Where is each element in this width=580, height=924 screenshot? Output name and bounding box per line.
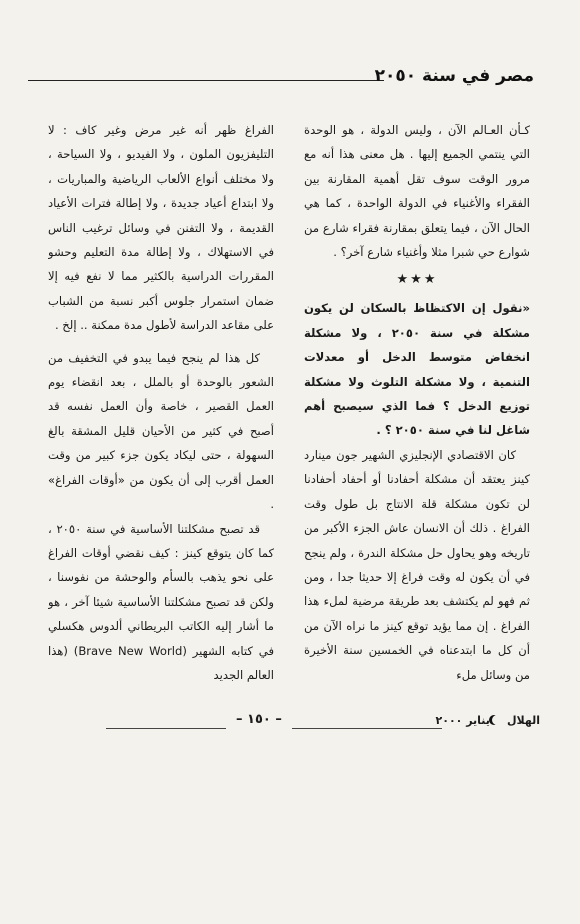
- right-column-paragraph-1: كـأن العـالم الآن ، وليس الدولة ، هو الوحدة التي ينتمي الجميع إليها . هل معنى هذا أنه مع مرور الوقت سوف تقل أهمية المقارنة بين الفقراء والأغنياء في الدولة الواحدة ، كما هي الحال الآن ، فيما يتعلق بمقارنة فقراء شارع من شوارع حي شبرا مثلا وأغنياء شارع آخر؟ .: [304, 123, 530, 260]
- section-separator-stars: ★★★: [396, 272, 438, 288]
- issue-date: يناير ٢٠٠٠: [435, 714, 490, 727]
- page-footer: [40, 712, 540, 736]
- left-column-paragraph-3: قد تصبح مشكلتنا الأساسية في سنة ٢٠٥٠ ، كما كان يتوقع كينز : كيف نقضي أوقات الفراغ على نحو يذهب بالسأم والوحشة من نفوسنا ، ولكن قد تصبح مشكلتنا الأساسية شيئا آخر ، هو ما أشار إليه الكاتب البريطاني ألدوس هكسلي في كتابه الشهير (Brave New World) (هذا العالم الجديد: [48, 521, 274, 682]
- footer-rule-right: [292, 728, 442, 729]
- running-header: [28, 66, 534, 92]
- header-rule: [28, 80, 384, 81]
- running-header-title: مصر في سنة ٢٠٥٠: [374, 66, 534, 86]
- left-column: [48, 118, 274, 703]
- magazine-name: الهلال: [506, 714, 540, 727]
- page-number: – ١٥٠ –: [236, 712, 282, 727]
- footer-rule-left: [106, 728, 226, 729]
- footer-magazine-info: [436, 714, 540, 727]
- right-column-paragraph-3: كان الاقتصادي الإنجليزي الشهير جون مينارد كينز يعتقد أن مشكلة أحفادنا أو أحفاد أحفادنا لن تكون مشكلة قلة الانتاج بل طول وقت الفراغ . ذلك أن الانسان عاش الجزء الأكبر من تاريخه وهو يحاول حل مشكلة الندرة ، ولم ينجح في أن يكون له وقت فراغ إلا حديثا جدا ، ومن ثم فهو لم يكتشف بعد طريقة مرضية لملء هذا الفراغ . إن مما يؤيد توقع كينز ما نراه الآن من أن كل ما ابتدعناه في الخمسين سنة الأخيرة من وسائل ملء: [304, 447, 530, 682]
- left-column-paragraph-2: كل هذا لم ينجح فيما يبدو في التخفيف من الشعور بالوحدة أو بالملل ، بعد انقضاء يوم العمل القصير ، خاصة وأن العمل نفسه قد أصبح في كثير من الأحيان قليل المشقة بالغ السهولة ، حتى ليكاد يكون جزء كبير من وقت العمل أقرب إلى أن يكون من «أوقات الفراغ» .: [48, 350, 274, 512]
- right-column: [304, 118, 530, 703]
- paragraph-gap: [48, 338, 274, 346]
- crescent-icon: [492, 715, 502, 725]
- left-column-paragraph-1: الفراغ ظهر أنه غير مرض وغير كاف : لا التليفزيون الملون ، ولا الفيديو ، ولا السياحة ، ولا مختلف أنواع الألعاب الرياضية والمباريات ، ولا ابتداع أعياد جديدة ، ولا إطالة فترات الأعياد القديمة ، ولا التفنن في وسائل ترغيب الناس في الاستهلاك ، ولا إطالة مدة التعليم وحشو المقررات الدراسية بالكثير مما لا نفع فيه إلا ضمان استمرار جلوس أكبر نسبة من الشباب على مقاعد الدراسة لأطول مدة ممكنة .. إلخ .: [48, 123, 274, 333]
- right-column-paragraph-2: «نقول إن الاكتظاظ بالسكان لن يكون مشكلة في سنة ٢٠٥٠ ، ولا مشكلة انخفاض متوسط الدخل أو معدلات التنمية ، ولا مشكلة التلوث ولا مشكلة توزيع الدخل ؟ فما الذي سيصبح أهم شاغل لنا في سنة ٢٠٥٠ ؟ .: [304, 301, 530, 438]
